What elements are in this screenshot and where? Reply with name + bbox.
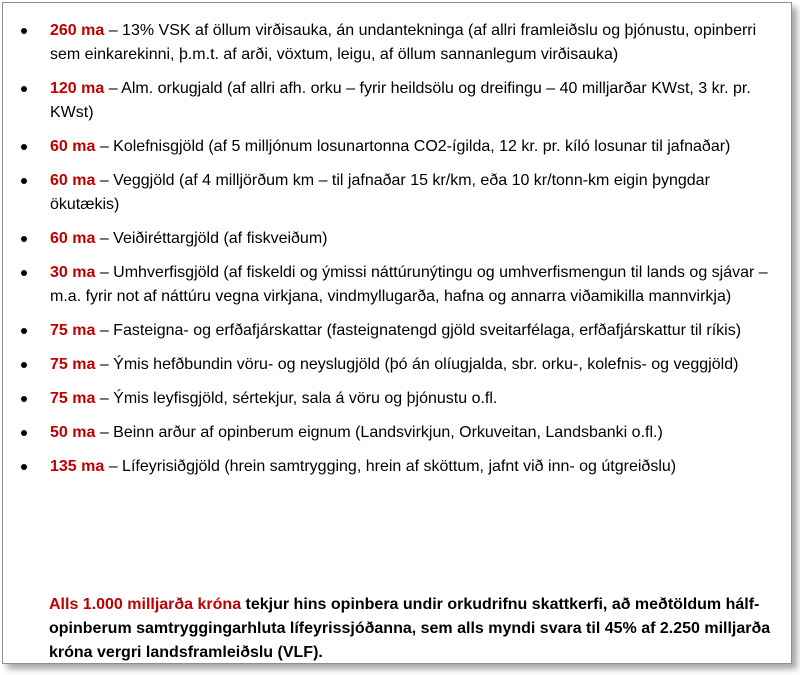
bullet-icon bbox=[21, 430, 27, 436]
bullet-icon bbox=[21, 362, 27, 368]
item-description: – Ýmis leyfisgjöld, sértekjur, sala á vöru og þjónustu o.fl. bbox=[95, 390, 498, 407]
list-item bbox=[17, 19, 777, 67]
item-description: – Veiðiréttargjöld (af fiskveiðum) bbox=[95, 230, 328, 247]
item-amount: 135 ma bbox=[50, 458, 105, 475]
list-item bbox=[17, 387, 777, 411]
summary-paragraph bbox=[49, 593, 779, 665]
content-box bbox=[2, 2, 792, 664]
item-amount: 260 ma bbox=[50, 22, 105, 39]
item-amount: 50 ma bbox=[50, 424, 96, 441]
item-amount: 30 ma bbox=[50, 264, 96, 281]
item-amount: 120 ma bbox=[50, 80, 105, 97]
item-description: – Umhverfisgjöld (af fiskeldi og ýmissi náttúrunýtingu og umhverfismengun til lands og sjávar – m.a. fyrir not af náttúru vegna virkjana, vindmyllugarða, hafna og annarra viðamikilla mannvirkja) bbox=[50, 264, 768, 305]
item-amount: 60 ma bbox=[50, 172, 96, 189]
list-item bbox=[17, 421, 777, 445]
item-description: – Beinn arður af opinberum eignum (Landsvirkjun, Orkuveitan, Landsbanki o.fl.) bbox=[95, 424, 663, 441]
item-description: – Veggjöld (af 4 milljörðum km – til jafnaðar 15 kr/km, eða 10 kr/tonn-km eigin þyngdar ökutækis) bbox=[50, 172, 710, 213]
bullet-icon bbox=[21, 178, 27, 184]
list-item bbox=[17, 261, 777, 309]
list-item bbox=[17, 227, 777, 251]
bullet-icon bbox=[21, 270, 27, 276]
item-description: – Lífeyrisiðgjöld (hrein samtrygging, hrein af sköttum, jafnt við inn- og útgreiðslu) bbox=[104, 458, 677, 475]
item-description: – Ýmis hefðbundin vöru- og neyslugjöld (þó án olíugjalda, sbr. orku-, kolefnis- og veggjöld) bbox=[95, 356, 739, 373]
item-description: – 13% VSK af öllum virðisauka, án undantekninga (af allri framleiðslu og þjónustu, opinberri sem einkarekinni, þ.m.t. af arði, vöxtum, leigu, af öllum sannanlegum virðisauka) bbox=[50, 22, 757, 63]
revenue-list bbox=[17, 19, 777, 489]
bullet-icon bbox=[21, 236, 27, 242]
bullet-icon bbox=[21, 144, 27, 150]
item-amount: 75 ma bbox=[50, 390, 96, 407]
bullet-icon bbox=[21, 86, 27, 92]
item-description: – Alm. orkugjald (af allri afh. orku – fyrir heildsölu og dreifingu – 40 milljarðar KWst, 3 kr. pr. KWst) bbox=[50, 80, 751, 121]
list-item bbox=[17, 135, 777, 159]
item-amount: 60 ma bbox=[50, 138, 96, 155]
list-item bbox=[17, 353, 777, 377]
item-description: – Kolefnisgjöld (af 5 milljónum losunartonna CO2-ígilda, 12 kr. pr. kíló losunar til jafnaðar) bbox=[95, 138, 731, 155]
item-description: – Fasteigna- og erfðafjárskattar (fasteignatengd gjöld sveitarfélaga, erfðafjárskattur til ríkis) bbox=[95, 322, 742, 339]
item-amount: 75 ma bbox=[50, 322, 96, 339]
list-item bbox=[17, 77, 777, 125]
bullet-icon bbox=[21, 328, 27, 334]
summary-text: tekjur hins opinbera undir orkudrifnu skattkerfi, að meðtöldum hálf-opinberum samtryggingarhluta lífeyrissjóðanna, sem alls myndi svara til 45% af 2.250 milljarða króna vergri landsframleiðslu (VLF). bbox=[49, 596, 771, 661]
bullet-icon bbox=[21, 28, 27, 34]
list-item bbox=[17, 169, 777, 217]
list-item bbox=[17, 319, 777, 343]
item-amount: 75 ma bbox=[50, 356, 96, 373]
bullet-icon bbox=[21, 464, 27, 470]
list-item bbox=[17, 455, 777, 479]
item-amount: 60 ma bbox=[50, 230, 96, 247]
summary-total: Alls 1.000 milljarða króna bbox=[49, 596, 242, 613]
bullet-icon bbox=[21, 396, 27, 402]
